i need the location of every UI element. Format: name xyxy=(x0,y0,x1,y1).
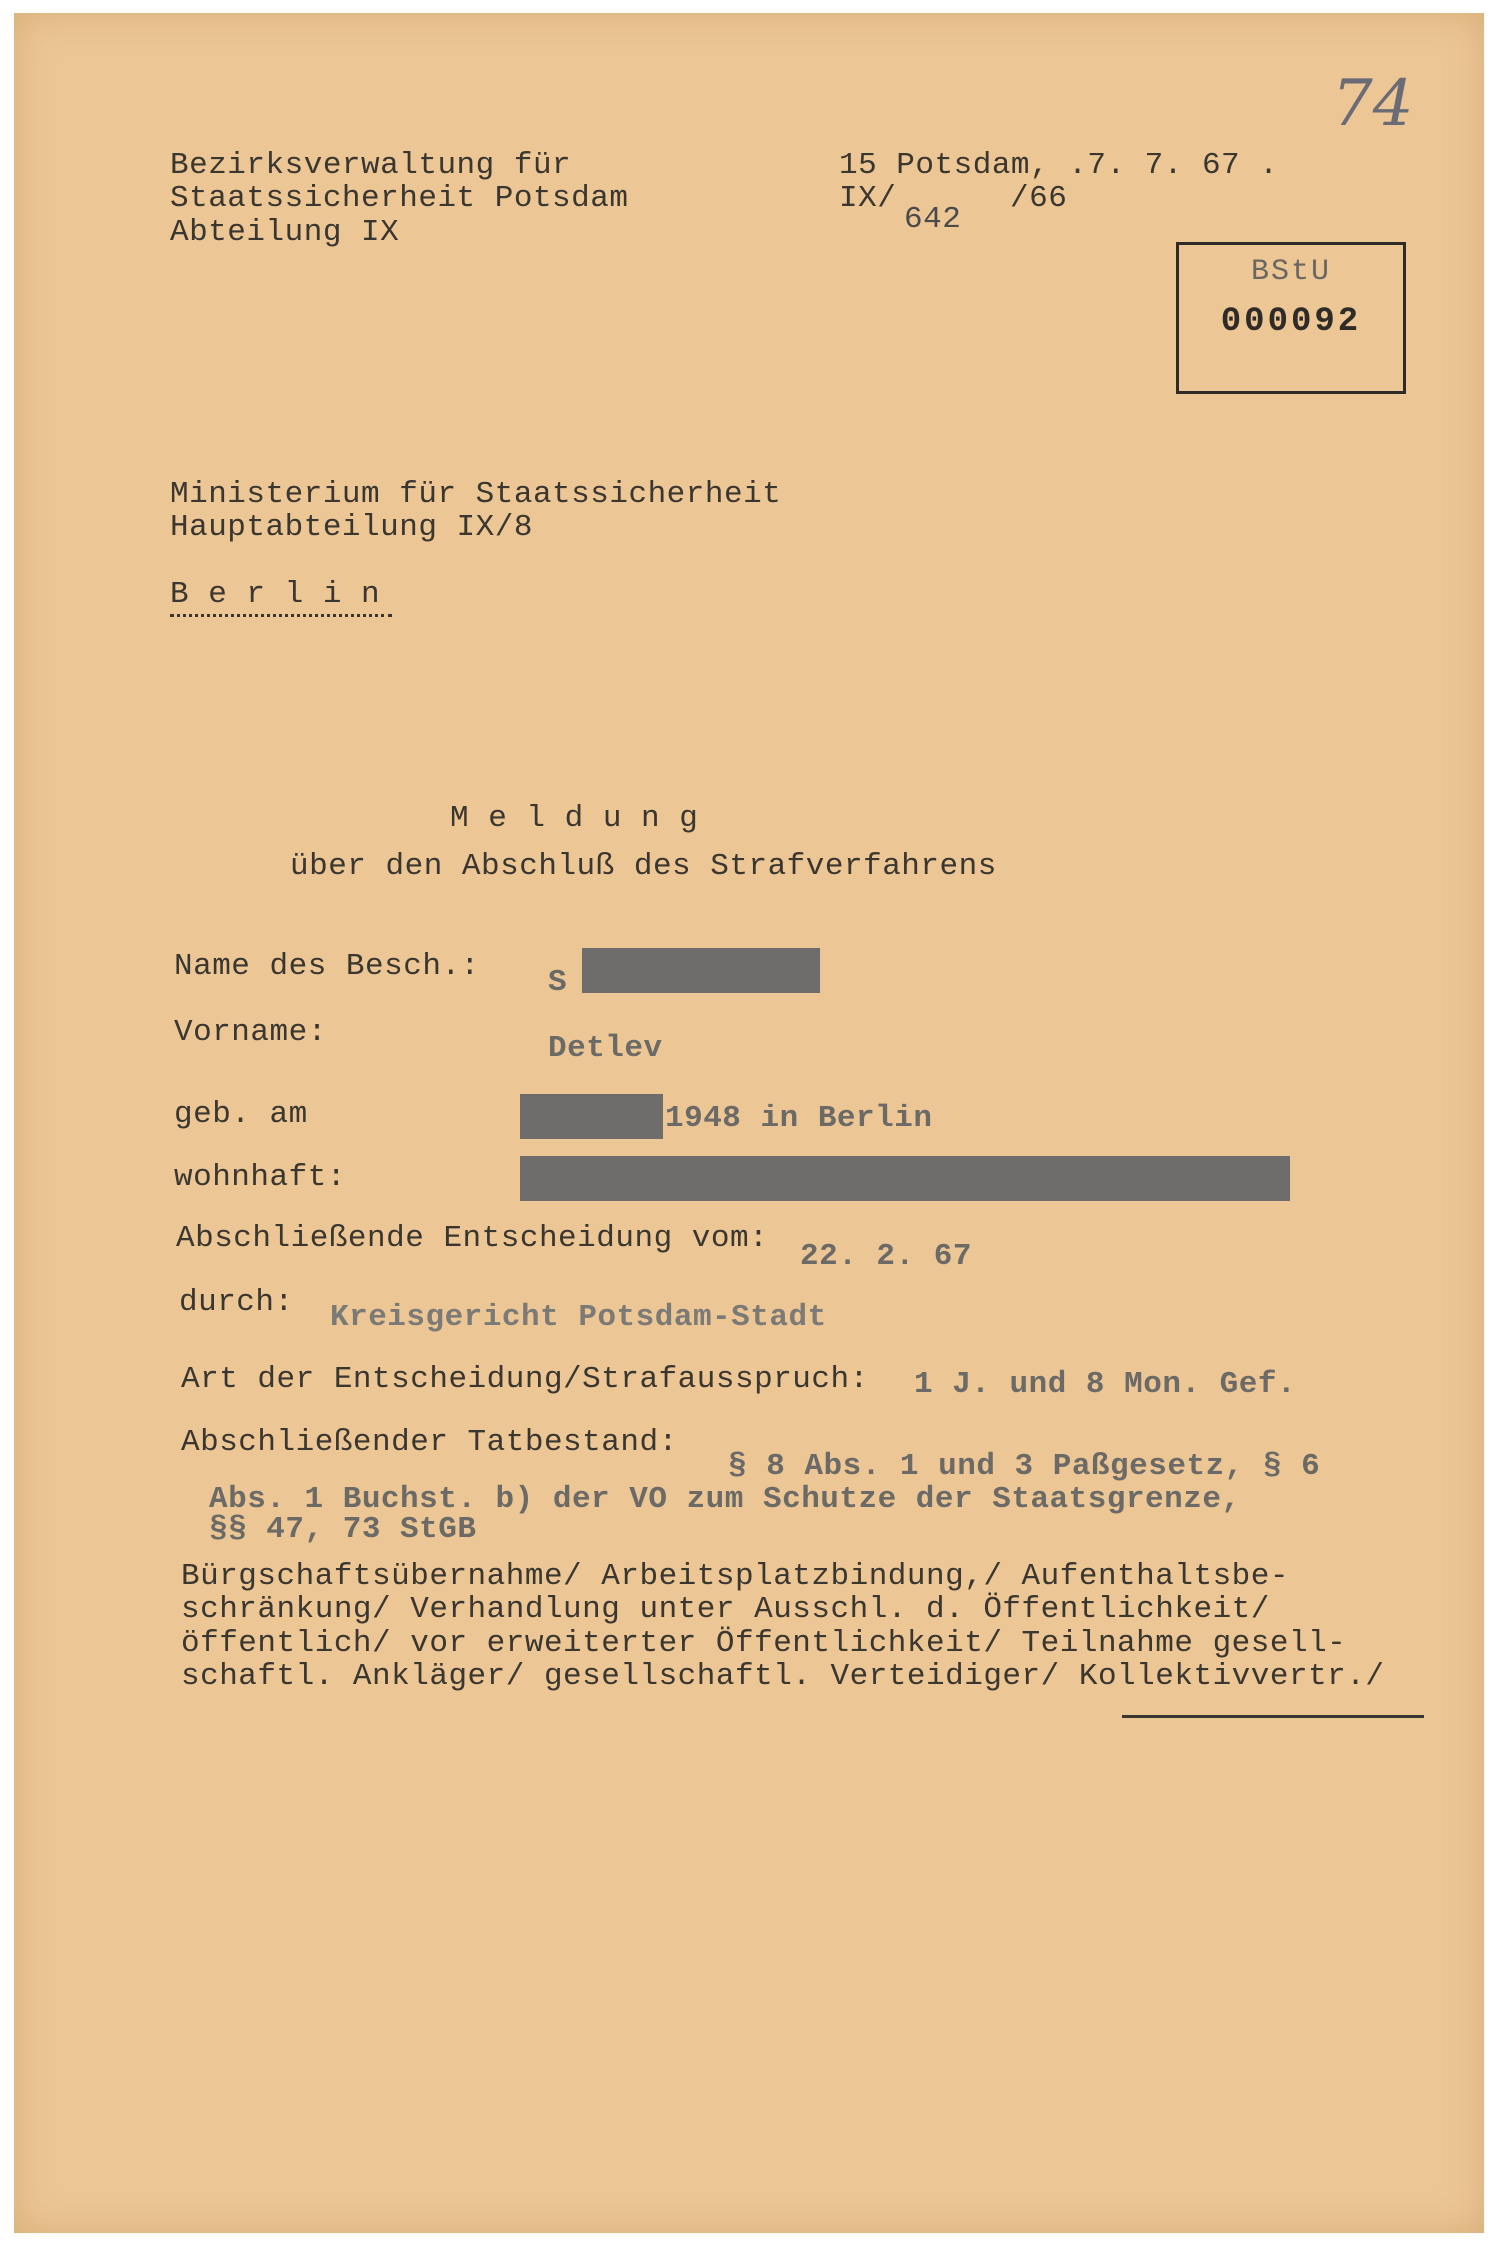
court-value: Kreisgericht Potsdam-Stadt xyxy=(330,1300,827,1335)
redaction-address xyxy=(520,1156,1290,1201)
reference-number: 642 xyxy=(904,202,962,237)
redaction-birthdate xyxy=(520,1094,663,1139)
recipient-line-2: Hauptabteilung IX/8 xyxy=(170,510,533,545)
sender-line-3: Abteilung IX xyxy=(170,215,400,250)
reference-prefix: IX/ xyxy=(839,181,897,216)
redaction-surname xyxy=(582,948,820,993)
sentence-label: Art der Entscheidung/Strafausspruch: xyxy=(181,1362,869,1397)
decision-date-label: Abschließende Entscheidung vom: xyxy=(176,1221,769,1256)
residence-label: wohnhaft: xyxy=(174,1160,346,1195)
decision-date-value: 22. 2. 67 xyxy=(800,1239,972,1274)
options-line-3: öffentlich/ vor erweiterter Öffentlichkeit/ Teilnahme gesell- xyxy=(181,1626,1347,1661)
offence-line-3: §§ 47, 73 StGB xyxy=(209,1512,477,1547)
options-line-2: schränkung/ Verhandlung unter Ausschl. d. Öffentlichkeit/ xyxy=(181,1592,1270,1627)
document-page xyxy=(14,13,1484,2233)
place-date: 15 Potsdam, .7. 7. 67 . xyxy=(839,148,1279,183)
options-end-rule xyxy=(1122,1715,1424,1718)
document-title: M e l d u n g xyxy=(450,801,699,836)
stamp-agency: BStU xyxy=(1250,255,1331,289)
sender-line-1: Bezirksverwaltung für xyxy=(170,148,572,183)
stamp-number: 000092 xyxy=(1220,303,1362,341)
page-number-handwritten: 74 xyxy=(1332,67,1414,141)
offence-label: Abschließender Tatbestand: xyxy=(181,1425,678,1460)
options-line-1: Bürgschaftsübernahme/ Arbeitsplatzbindung,/ Aufenthaltsbe- xyxy=(181,1559,1289,1594)
document-subtitle: über den Abschluß des Strafverfahrens xyxy=(290,849,997,884)
offence-line-2: Abs. 1 Buchst. b) der VO zum Schutze der Staatsgrenze, xyxy=(209,1482,1241,1517)
name-label: Name des Besch.: xyxy=(174,949,480,984)
vorname-value: Detlev xyxy=(548,1031,663,1066)
recipient-city: B e r l i n xyxy=(170,577,381,612)
sender-line-2: Staatssicherheit Potsdam xyxy=(170,181,629,216)
offence-line-1: § 8 Abs. 1 und 3 Paßgesetz, § 6 xyxy=(728,1449,1321,1484)
reference-suffix: /66 xyxy=(1010,181,1068,216)
city-underline xyxy=(170,614,392,617)
name-value: S xyxy=(548,965,568,1000)
options-line-4: schaftl. Ankläger/ gesellschaftl. Verteidiger/ Kollektivvertr./ xyxy=(181,1659,1385,1694)
sentence-value: 1 J. und 8 Mon. Gef. xyxy=(914,1367,1297,1402)
archive-stamp xyxy=(1176,242,1406,394)
birth-value: 1948 in Berlin xyxy=(665,1101,933,1136)
birth-label: geb. am xyxy=(174,1097,308,1132)
vorname-label: Vorname: xyxy=(174,1015,327,1050)
recipient-line-1: Ministerium für Staatssicherheit xyxy=(170,477,782,512)
court-label: durch: xyxy=(179,1285,294,1320)
